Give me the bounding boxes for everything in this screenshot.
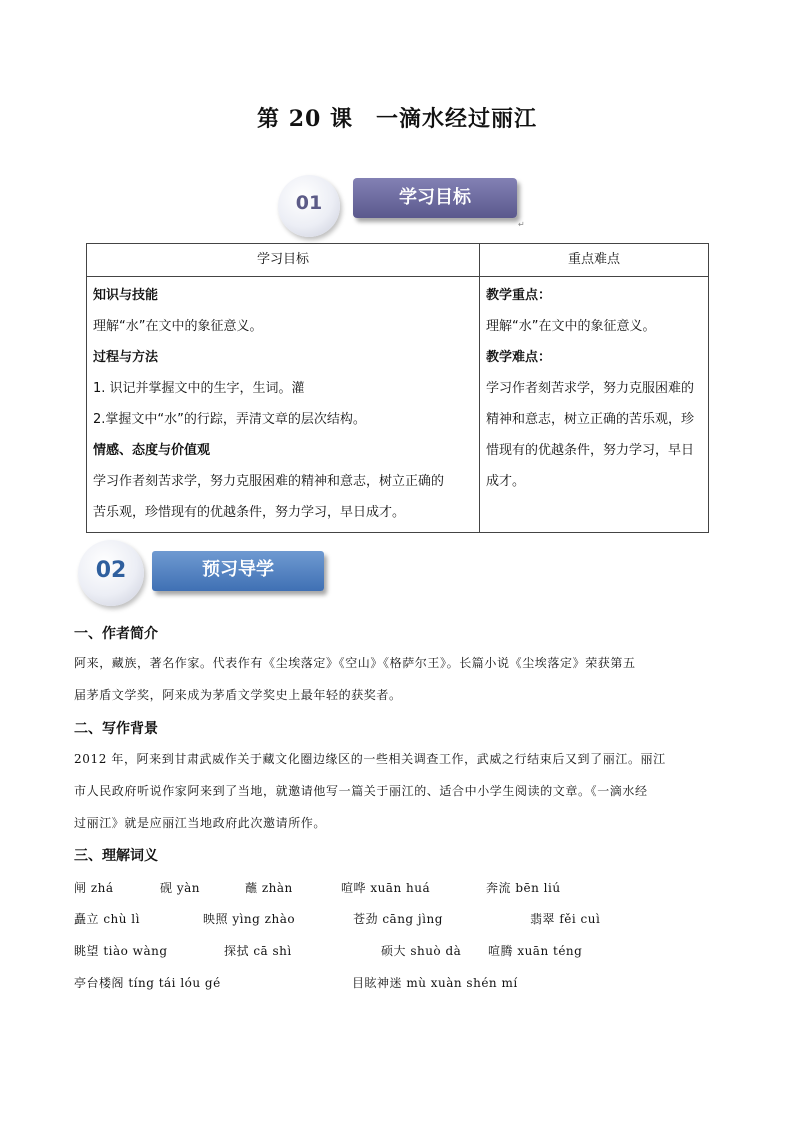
vocab-item: 苍劲 cāng jìng (353, 912, 443, 926)
cell-line: 教学重点： (486, 288, 552, 303)
section-label: 学习目标 (353, 178, 517, 218)
key-points-cell (480, 277, 709, 533)
vocab-item: 映照 yìng zhào (203, 912, 296, 926)
header-goals: 学习目标 (87, 244, 480, 277)
cell-line: 理解“水”在文中的象征意义。 (486, 319, 656, 334)
vocab-item: 目眩神迷 mù xuàn shén mí (352, 976, 518, 990)
vocab-item: 闸 zhá (74, 881, 114, 895)
text-line: 阿来，藏族，著名作家。代表作有《尘埃落定》《空山》《格萨尔王》。长篇小说《尘埃落定》荣获第五 (74, 656, 636, 670)
table-row (87, 277, 709, 533)
author-paragraph (74, 647, 724, 711)
cell-line: 苦乐观，珍惜现有的优越条件，努力学习，早日成才。 (93, 505, 406, 520)
text-line: 过丽江》就是应丽江当地政府此次邀请所作。 (74, 816, 327, 830)
vocab-heading: 三、理解词义 (74, 848, 158, 864)
header-key-points: 重点难点 (480, 244, 709, 277)
paragraph-mark-icon: ↵ (518, 220, 525, 229)
cell-line: 教学难点： (486, 350, 552, 365)
cell-line: 学习作者刻苦求学，努力克服困难的精神和意志，树立正确的苦乐观，珍惜现有的优越条件，努力学习，早日成才。 (486, 381, 695, 489)
vocab-item: 喧腾 xuān téng (488, 944, 583, 958)
cell-line: 1. 识记并掌握文中的生字，生词。灌 (93, 381, 305, 396)
vocab-item: 硕大 shuò dà (381, 944, 462, 958)
text-line: 届茅盾文学奖，阿来成为茅盾文学奖史上最年轻的获奖者。 (74, 688, 402, 702)
cell-line: 2.掌握文中“水”的行踪，弄清文章的层次结构。 (93, 412, 366, 427)
text-line: 市人民政府听说作家阿来到了当地，就邀请他写一篇关于丽江的、适合中小学生阅读的文章。《一滴水经 (74, 784, 648, 798)
vocab-item: 矗立 chù lì (74, 912, 140, 926)
cell-line: 情感、态度与价值观 (93, 443, 211, 458)
vocab-item: 翡翠 fěi cuì (530, 912, 601, 926)
vocab-item: 奔流 bēn liú (486, 881, 561, 895)
background-paragraph (74, 743, 724, 839)
cell-line: 知识与技能 (93, 288, 159, 303)
goals-cell (87, 277, 480, 533)
goals-table (86, 243, 709, 533)
background-heading: 二、写作背景 (74, 721, 158, 737)
text-line: 2012 年，阿来到甘肃武威作关于藏文化圈边缘区的一些相关调查工作，武威之行结束后又到了丽江。丽江 (74, 752, 666, 766)
section-number: 02 (95, 558, 127, 583)
author-heading: 一、作者简介 (74, 626, 158, 642)
cell-line: 学习作者刻苦求学，努力克服困难的精神和意志，树立正确的 (93, 474, 445, 489)
vocab-item: 蘸 zhàn (245, 881, 293, 895)
vocab-item: 砚 yàn (160, 881, 200, 895)
section-number: 01 (295, 192, 323, 214)
table-header-row (87, 244, 709, 277)
cell-line: 过程与方法 (93, 350, 159, 365)
vocab-item: 喧哗 xuān huá (341, 881, 431, 895)
cell-line: 理解“水”在文中的象征意义。 (93, 319, 263, 334)
vocab-item: 亭台楼阁 tíng tái lóu gé (74, 976, 221, 990)
vocab-item: 眺望 tiào wàng (74, 944, 168, 958)
page-title: 第 20 课 一滴水经过丽江 (257, 106, 537, 132)
vocab-item: 探拭 cā shì (224, 944, 292, 958)
section-label: 预习导学 (152, 551, 324, 591)
